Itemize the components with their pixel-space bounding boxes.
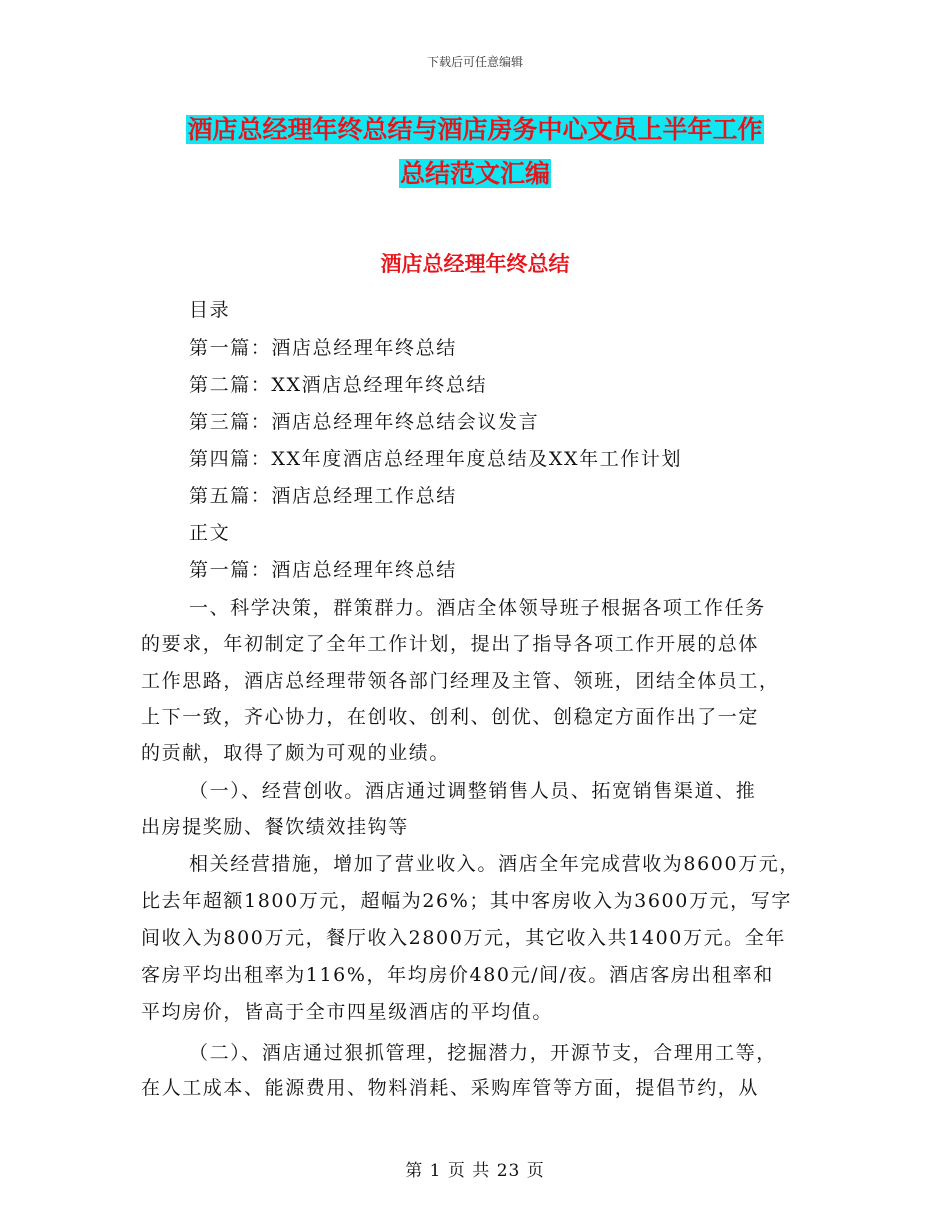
paragraph-line: 的贡献，取得了颇为可观的业绩。 (141, 742, 451, 764)
toc-item: 第三篇：酒店总经理年终总结会议发言 (189, 411, 540, 433)
paragraph-line: （二）、酒店通过狠抓管理，挖掘潜力，开源节支，合理用工等， (189, 1042, 777, 1064)
toc-item: 第二篇：XX酒店总经理年终总结 (189, 374, 488, 396)
paragraph-line: 在人工成本、能源费用、物料消耗、采购库管等方面，提倡节约，从 (141, 1077, 760, 1099)
document-title-text-2: 总结范文汇编 (399, 159, 550, 188)
paragraph-line: 出房提奖励、餐饮绩效挂钩等 (141, 816, 409, 838)
body-label: 正文 (189, 522, 231, 544)
paragraph-line: 工作思路，酒店总经理带领各部门经理及主管、领班，团结全体员工， (141, 670, 780, 692)
section-heading: 酒店总经理年终总结 (380, 252, 570, 276)
toc-item: 第四篇：XX年度酒店总经理年度总结及XX年工作计划 (189, 448, 683, 470)
paragraph-line: 平均房价，皆高于全市四星级酒店的平均值。 (141, 1001, 554, 1023)
toc-item: 第一篇：酒店总经理年终总结 (189, 337, 457, 359)
paragraph-line: 比去年超额1800万元，超幅为26%；其中客房收入为3600万元，写字 (141, 890, 792, 912)
paragraph-line: 一、科学决策，群策群力。酒店全体领导班子根据各项工作任务 (189, 597, 766, 619)
paragraph-line: 上下一致，齐心协力，在创收、创利、创优、创稳定方面作出了一定 (141, 706, 760, 728)
document-title-line-1 (0, 113, 950, 147)
toc-item: 第五篇：酒店总经理工作总结 (189, 485, 457, 507)
header-note: 下载后可任意编辑 (426, 55, 523, 69)
document-title-line-2 (0, 157, 950, 191)
page-number-footer: 第 1 页 共 23 页 (405, 1161, 545, 1181)
paragraph-line: 客房平均出租率为116%，年均房价480元/间/夜。酒店客房出租率和 (141, 964, 774, 986)
paragraph-line: 间收入为800万元，餐厅收入2800万元，其它收入共1400万元。全年 (141, 927, 786, 949)
document-title-text-1: 酒店总经理年终总结与酒店房务中心文员上半年工作 (187, 115, 763, 144)
toc-label: 目录 (189, 299, 231, 321)
paragraph-line: （一）、经营创收。酒店通过调整销售人员、拓宽销售渠道、推 (189, 780, 757, 802)
paragraph-line: 相关经营措施，增加了营业收入。酒店全年完成营收为8600万元， (189, 853, 800, 875)
paragraph-line: 的要求，年初制定了全年工作计划，提出了指导各项工作开展的总体 (141, 633, 760, 655)
chapter-heading: 第一篇：酒店总经理年终总结 (189, 559, 457, 581)
